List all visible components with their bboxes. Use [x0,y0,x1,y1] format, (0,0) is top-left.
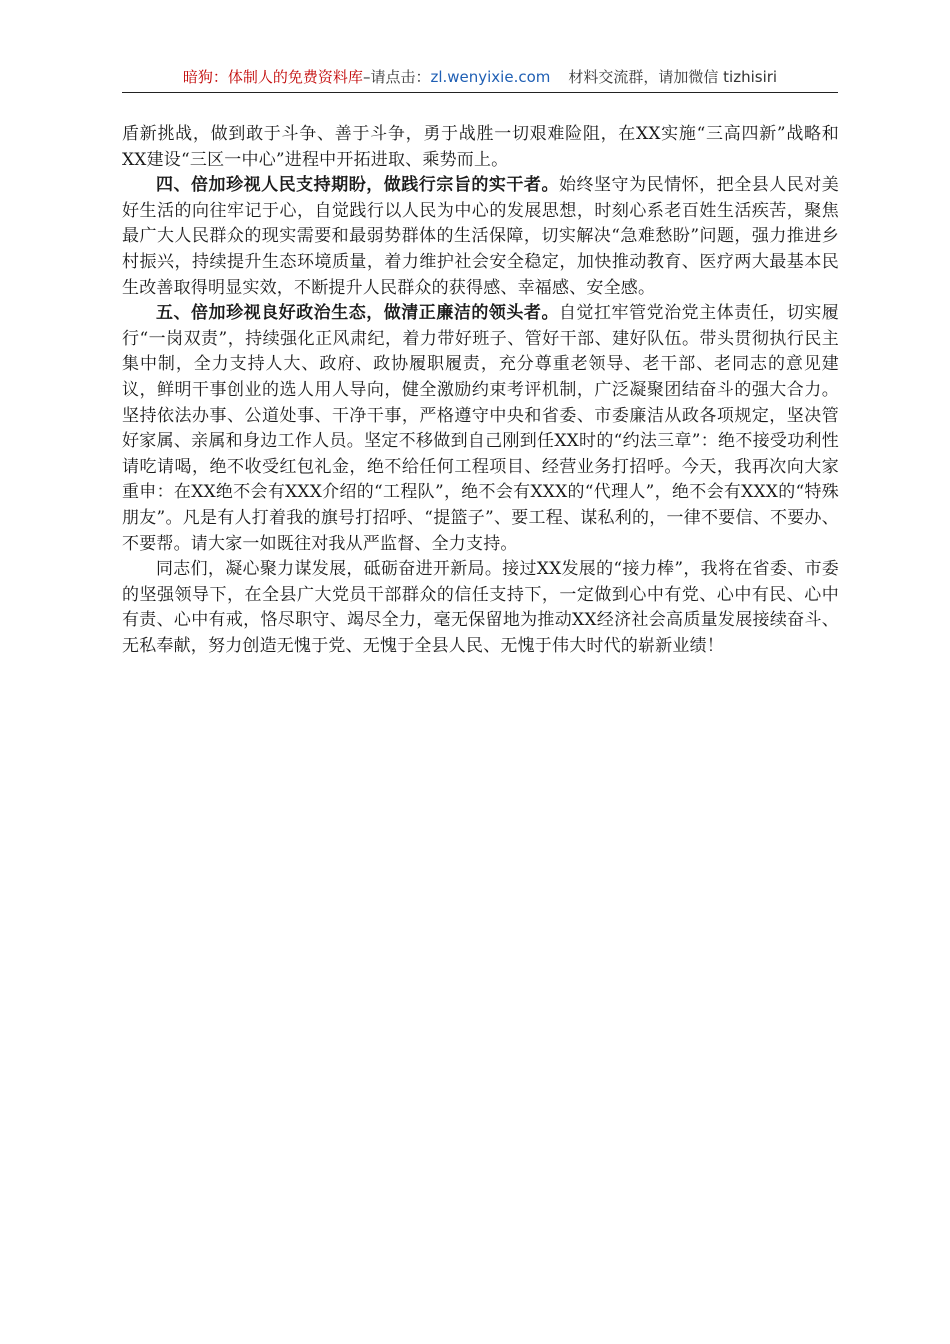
page-header [122,66,838,93]
header-group-info: 材料交流群，请加微信 tizhisiri [568,68,778,86]
paragraph-text: 盾新挑战，做到敢于斗争、善于斗争，勇于战胜一切艰难险阻，在XX实施“三高四新”战略和XX建设“三区一中心”进程中开拓进取、乘势而上。 [122,124,839,170]
paragraph-text: 同志们，凝心聚力谋发展，砥砺奋进开新局。接过XX发展的“接力棒”，我将在省委、市委的坚强领导下，在全县广大党员干部群众的信任支持下，一定做到心中有党、心中有民、心中有责、心中有戒，恪尽职守、竭尽全力，毫无保留地为推动XX经济社会高质量发展接续奋斗、无私奉献，努力创造无愧于党、无愧于全县人民、无愧于伟大时代的崭新业绩！ [122,559,839,656]
paragraph-closing [122,557,839,659]
paragraph-text: 自觉扛牢管党治党主体责任，切实履行“一岗双责”，持续强化正风肃纪，着力带好班子、管好干部、建好队伍。带头贯彻执行民主集中制，全力支持人大、政府、政协履职履责，充分尊重老领导、老干部、老同志的意见建议，鲜明干事创业的选人用人导向，健全激励约束考评机制，广泛凝聚团结奋斗的强大合力。坚持依法办事、公道处事、干净干事，严格遵守中央和省委、市委廉洁从政各项规定，坚决管好家属、亲属和身边工作人员。坚定不移做到自己刚到任XX时的“约法三章”：绝不接受功利性请吃请喝，绝不收受红包礼金，绝不给任何工程项目、经营业务打招呼。今天，我再次向大家重申：在XX绝不会有XXX介绍的“工程队”，绝不会有XXX的“代理人”，绝不会有XXX的“特殊朋友”。凡是有人打着我的旗号打招呼、“提篮子”、要工程、谋私利的，一律不要信、不要办、不要帮。请大家一如既往对我从严监督、全力支持。 [122,303,839,554]
paragraph-continuation [122,122,839,173]
document-body [122,122,839,659]
paragraph-text: 始终坚守为民情怀，把全县人民对美好生活的向往牢记于心，自觉践行以人民为中心的发展思想，时刻心系老百姓生活疾苦，聚焦最广大人民群众的现实需要和最弱势群体的生活保障，切实解决“急难愁盼”问题，强力推进乡村振兴，持续提升生态环境质量，着力维护社会安全稳定，加快推动教育、医疗两大最基本民生改善取得明显实效，不断提升人民群众的获得感、幸福感、安全感。 [122,175,839,298]
paragraph-section-four [122,173,839,301]
section-heading: 四、倍加珍视人民支持期盼，做践行宗旨的实干者。 [156,175,559,196]
header-prompt: –请点击： [362,68,431,86]
section-heading: 五、倍加珍视良好政治生态，做清正廉洁的领头者。 [156,303,559,324]
paragraph-section-five [122,301,839,557]
header-link[interactable]: zl.wenyixie.com [430,68,551,86]
header-brand: 暗狗：体制人的免费资料库 [182,68,363,86]
